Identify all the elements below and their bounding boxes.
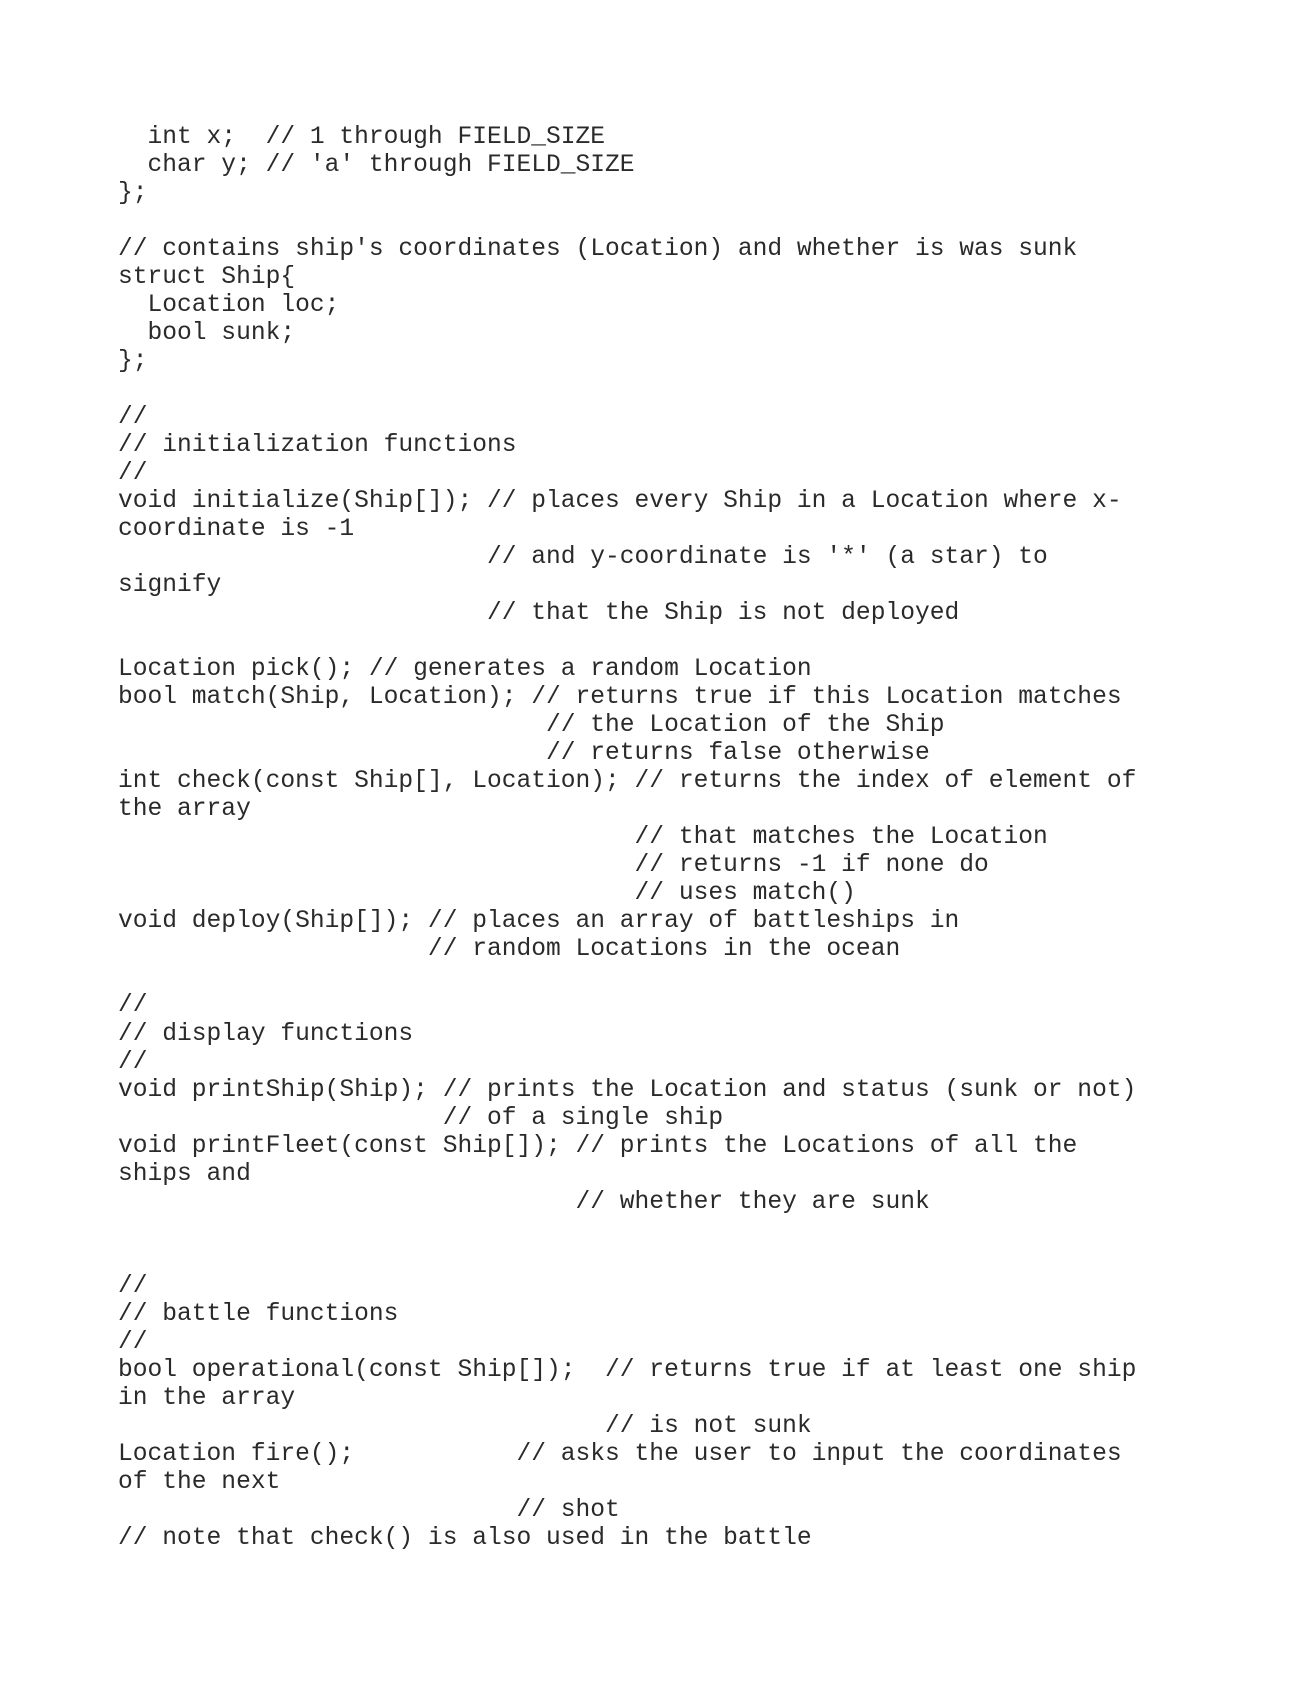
code-line: // is not sunk [118,1412,812,1440]
code-line: bool sunk; [118,320,296,348]
code-line: void initialize(Ship[]); // places every Ship in a Location where x- [118,488,1122,516]
code-line: Location loc; [118,292,340,320]
code-line: // [118,460,148,488]
code-line: struct Ship{ [118,264,296,292]
code-line: // [118,992,148,1020]
code-line: int x; // 1 through FIELD_SIZE [118,124,606,151]
code-line: }; [118,180,148,208]
code-line: // that matches the Location [118,824,1048,852]
code-line: // and y-coordinate is '*' (a star) to [118,544,1048,572]
code-line: void printFleet(const Ship[]); // prints the Locations of all the [118,1132,1078,1160]
code-line: Location pick(); // generates a random Location [118,656,812,684]
code-line: the array [118,796,251,824]
code-line: of the next [118,1468,281,1496]
code-line: coordinate is -1 [118,516,355,544]
code-line: // uses match() [118,880,856,908]
code-line: bool operational(const Ship[]); // returns true if at least one ship [118,1356,1137,1384]
code-line: void printShip(Ship); // prints the Location and status (sunk or not) [118,1076,1137,1104]
code-line: ships and [118,1160,251,1188]
code-line: char y; // 'a' through FIELD_SIZE [118,152,635,180]
code-line [118,1217,1136,1245]
code-line: // [118,1272,148,1300]
code-line: // shot [118,1496,620,1524]
code-line: in the array [118,1384,296,1412]
code-line: // initialization functions [118,432,517,460]
code-line: // [118,404,148,432]
code-line: // contains ship's coordinates (Location) and whether is was sunk [118,236,1078,264]
code-line: // [118,1328,148,1356]
code-line [118,376,1136,404]
code-line [118,1245,1136,1273]
code-line: // battle functions [118,1300,399,1328]
code-line: // [118,1048,148,1076]
code-line: // random Locations in the ocean [118,936,901,964]
code-line: bool match(Ship, Location); // returns true if this Location matches [118,684,1122,712]
code-line: void deploy(Ship[]); // places an array of battleships in [118,908,960,936]
code-line: // returns false otherwise [118,740,930,768]
code-line: // note that check() is also used in the battle [118,1524,812,1552]
code-line: // of a single ship [118,1104,724,1132]
code-line: Location fire(); // asks the user to input the coordinates [118,1440,1122,1468]
code-line: // whether they are sunk [118,1188,930,1216]
code-line: signify [118,572,222,600]
code-line: // the Location of the Ship [118,712,945,740]
code-line: // display functions [118,1020,414,1048]
code-line [118,208,1136,236]
code-line: int check(const Ship[], Location); // returns the index of element of [118,768,1137,796]
code-line [118,628,1136,656]
code-line: }; [118,348,148,376]
code-listing [118,124,1136,1553]
code-line [118,964,1136,992]
code-line: // returns -1 if none do [118,852,989,880]
code-line: // that the Ship is not deployed [118,600,960,628]
